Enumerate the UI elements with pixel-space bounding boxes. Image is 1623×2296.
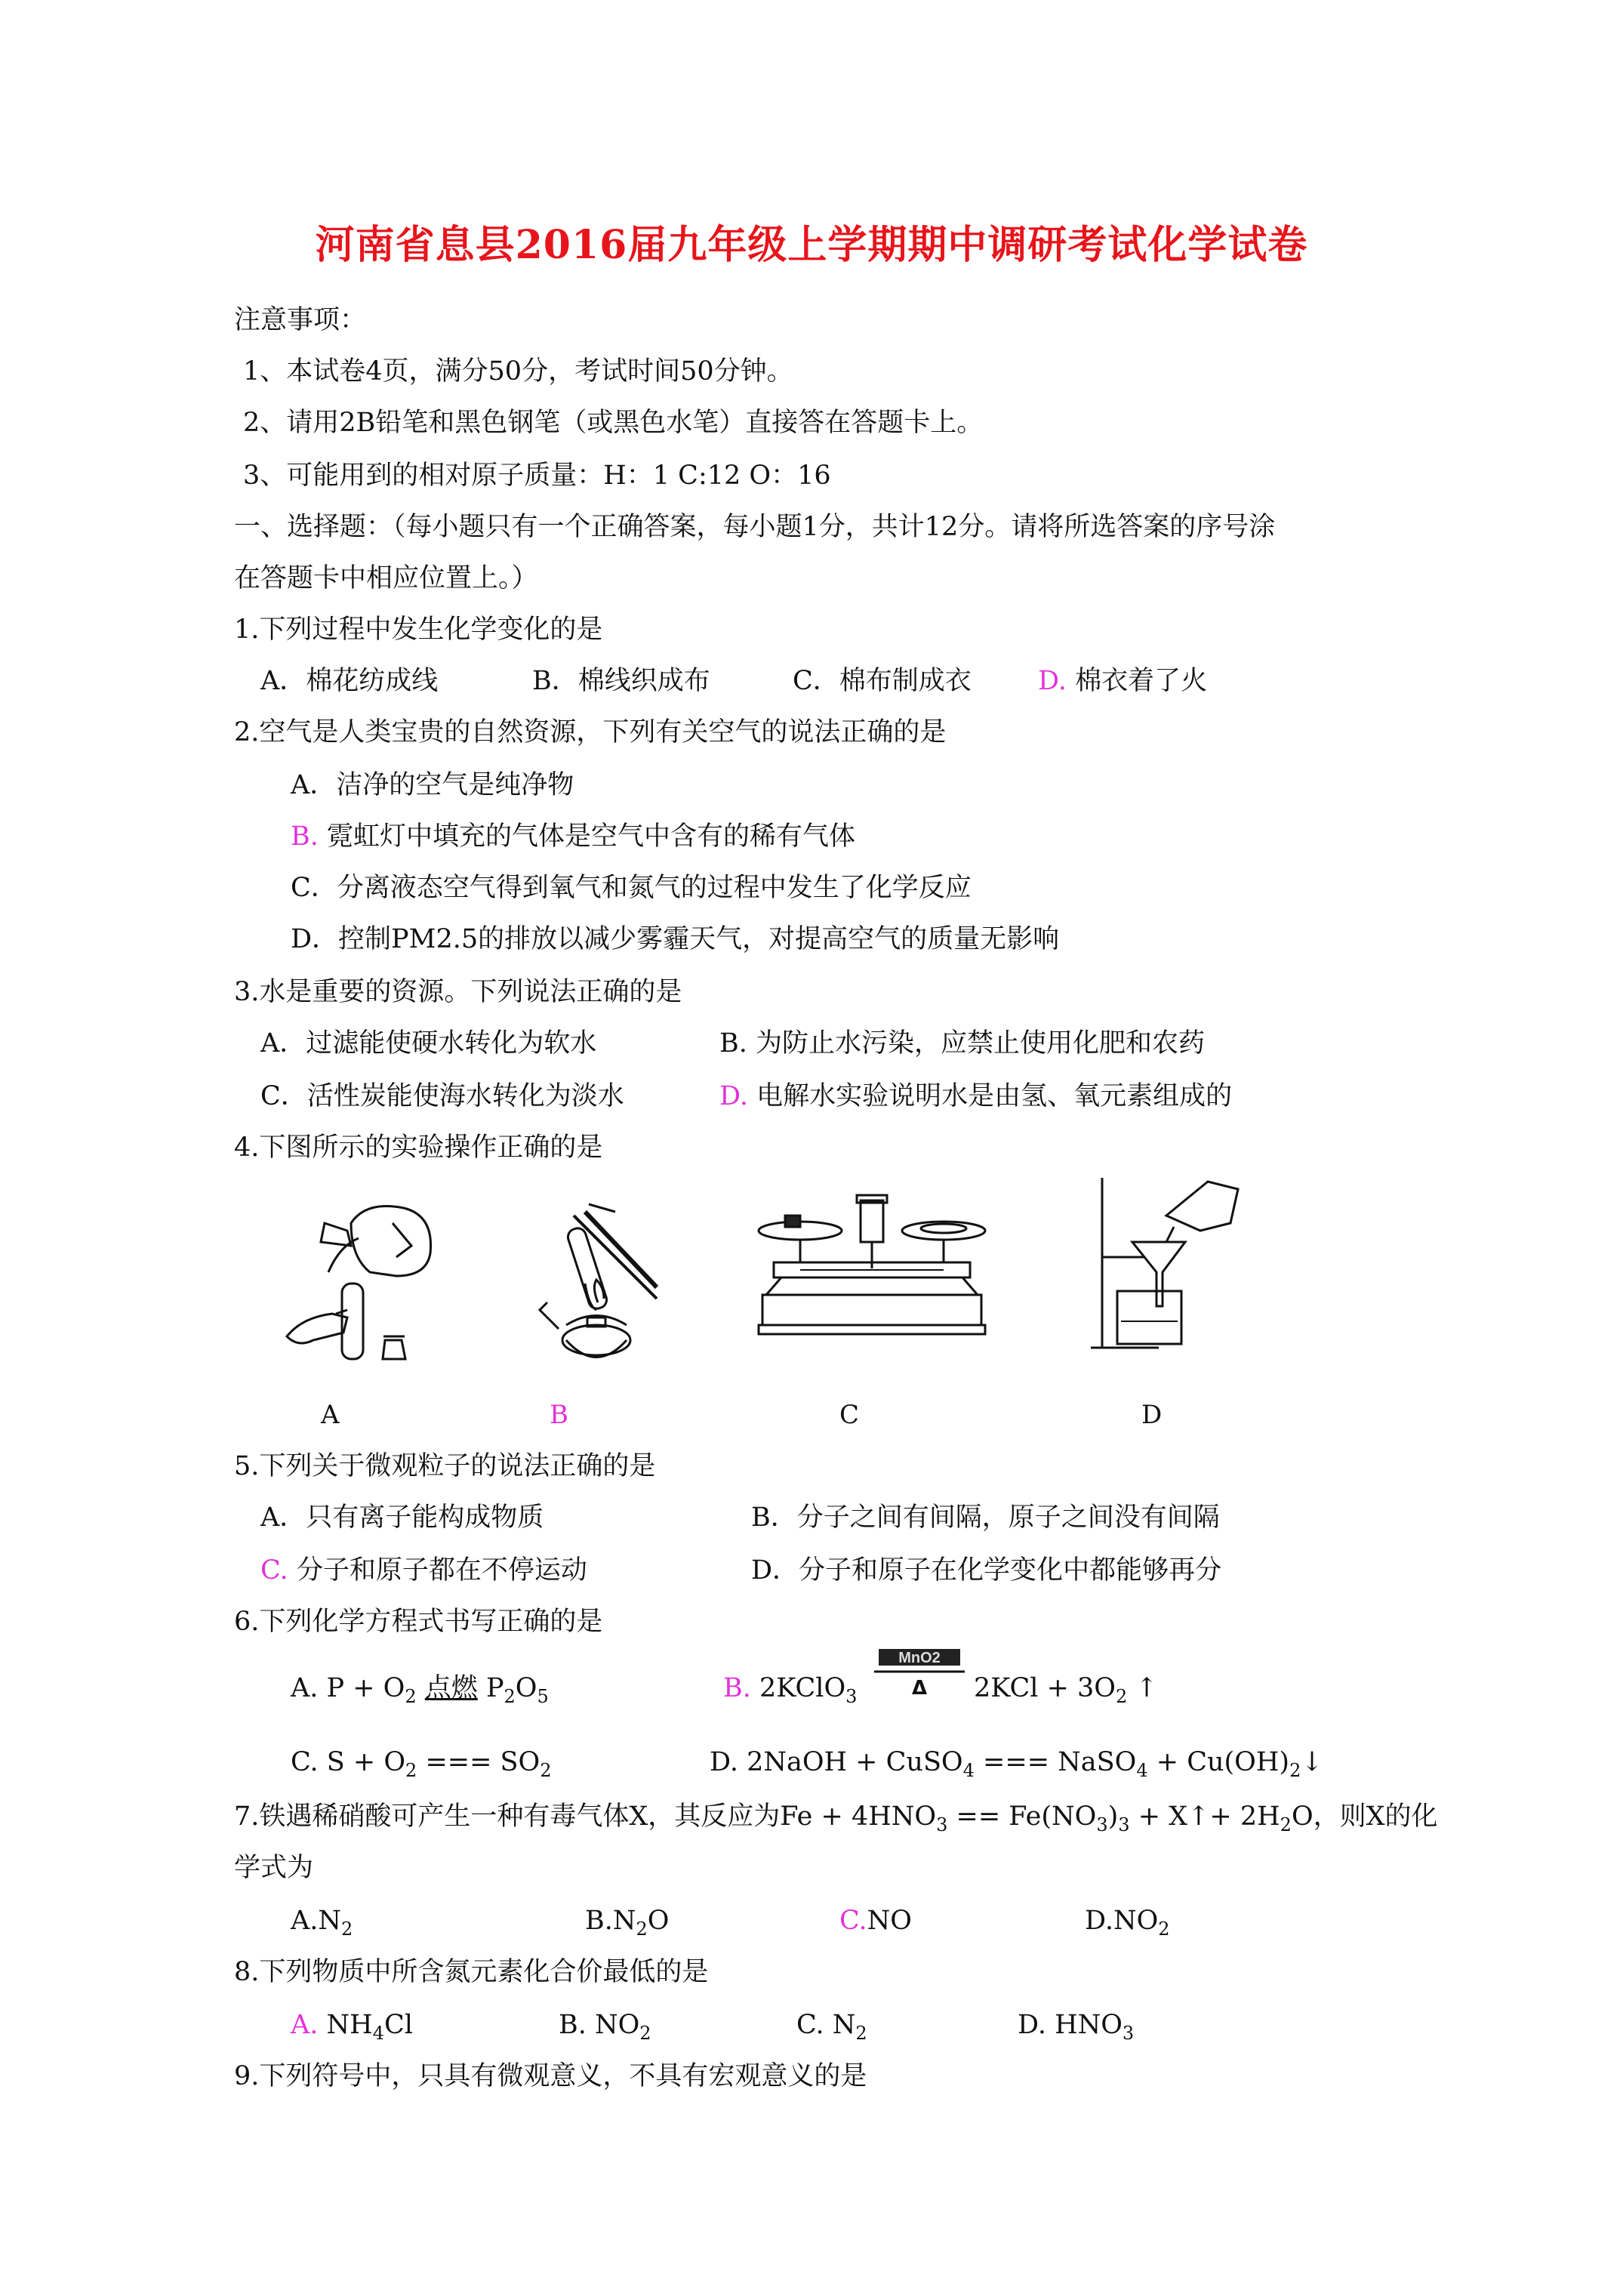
q1-option-b: B．棉线织成布 [532, 666, 710, 696]
eq-sub: 3 [845, 1686, 858, 1707]
eq-text: === SO [425, 1747, 540, 1777]
precipitate-arrow: ↓ [1301, 1747, 1323, 1777]
eq-condition: 点燃 [424, 1673, 478, 1703]
note-item: 2、请用2B铅笔和黑色钢笔（或黑色水笔）直接答在答题卡上。 [243, 408, 984, 438]
q5-option-c [260, 1552, 587, 1589]
q7-option-b [585, 1903, 669, 1939]
eq-sub: 5 [537, 1686, 549, 1707]
figure-label-a: A [321, 1400, 340, 1430]
stem-text: + X↑+ 2H [1138, 1801, 1280, 1832]
q3-option-a: A．过滤能使硬水转化为软水 [260, 1028, 597, 1059]
eq-sub: 3 [1118, 1814, 1130, 1835]
catalyst-label: MnO2 [898, 1650, 941, 1666]
question-7-stem-cont: 学式为 [234, 1853, 314, 1883]
answer-letter: A. [291, 2010, 319, 2040]
question-7-stem [234, 1798, 1438, 1835]
option-text: NH [326, 2010, 373, 2040]
answer-letter: D. [719, 1081, 748, 1111]
q2-option-d: D．控制PM2.5的排放以减少雾霾天气，对提高空气的质量无影响 [291, 924, 1060, 954]
q2-option-a: A．洁净的空气是纯净物 [291, 770, 574, 800]
eq-text: P [485, 1673, 504, 1703]
balance-scale-icon [755, 1189, 989, 1348]
eq-sub: 2 [540, 1760, 552, 1781]
answer-letter: B. [291, 821, 319, 852]
q2-option-b [291, 818, 855, 855]
question-6-stem: 6.下列化学方程式书写正确的是 [234, 1607, 603, 1637]
option-text: B. NO [559, 2010, 640, 2040]
q2-option-c: C．分离液态空气得到氧气和氮气的过程中发生了化学反应 [291, 873, 972, 903]
eq-sub: 4 [1136, 1760, 1148, 1781]
stem-text: == Fe(NO [956, 1801, 1097, 1832]
q8-option-c [796, 2007, 867, 2043]
q6-option-b [723, 1670, 857, 1706]
eq-text: O [515, 1673, 537, 1703]
stem-text: 7.铁遇稀硝酸可产生一种有毒气体X，其反应为Fe + 4HNO [234, 1801, 937, 1832]
option-text: O [647, 1906, 670, 1936]
eq-text: === NaSO [983, 1747, 1137, 1777]
eq-sub: 2 [639, 2023, 651, 2044]
note-item: 1、本试卷4页，满分50分，考试时间50分钟。 [243, 356, 793, 387]
question-1-stem: 1.下列过程中发生化学变化的是 [234, 615, 603, 645]
figure-label-d: D [1141, 1400, 1163, 1430]
option-text: A.N [291, 1906, 342, 1936]
figure-label-c: C [839, 1400, 860, 1430]
q7-option-a [291, 1903, 353, 1939]
eq-sub: 2 [405, 1686, 417, 1707]
q5-option-b: B．分子之间有间隔，原子之间没有间隔 [751, 1502, 1220, 1533]
stem-text: O，则X的化 [1291, 1801, 1438, 1832]
q5-option-d: D．分子和原子在化学变化中都能够再分 [751, 1555, 1222, 1586]
q3-option-c: C．活性炭能使海水转化为淡水 [260, 1081, 624, 1111]
pouring-liquid-icon [279, 1193, 453, 1367]
question-8-stem: 8.下列物质中所含氮元素化合价最低的是 [234, 1957, 709, 1987]
eq-sub: 4 [962, 1760, 975, 1781]
q8-option-b [559, 2007, 651, 2043]
q6-option-d [710, 1744, 1323, 1780]
q6-option-c [291, 1744, 552, 1780]
eq-text: 2KCl + 3O [974, 1673, 1116, 1703]
q7-option-d [1085, 1903, 1170, 1939]
eq-text: C. S + O [291, 1747, 406, 1777]
option-text: D.NO [1085, 1906, 1159, 1936]
eq-sub: 4 [372, 2023, 384, 2044]
heating-test-tube-icon [513, 1197, 687, 1370]
section-heading: 一、选择题：（每小题只有一个正确答案，每小题1分，共计12分。请将所选答案的序号涂 [234, 512, 1276, 542]
heat-symbol: Δ [911, 1677, 928, 1700]
stem-text: ) [1107, 1801, 1119, 1832]
eq-sub: 3 [1122, 2023, 1135, 2044]
eq-text: D. 2NaOH + CuSO [710, 1747, 963, 1777]
q6-option-b-product [974, 1670, 1158, 1706]
option-text: 棉衣着了火 [1075, 666, 1208, 696]
eq-sub: 2 [1116, 1686, 1128, 1707]
eq-sub: 2 [1289, 1760, 1301, 1781]
eq-sub: 2 [405, 1760, 417, 1781]
eq-sub: 2 [1158, 1918, 1170, 1940]
eq-sub: 2 [636, 1918, 648, 1940]
q1-option-d [1038, 663, 1207, 699]
option-text: 分子和原子都在不停运动 [296, 1555, 587, 1586]
option-text: NO [867, 1906, 912, 1936]
q1-option-a: A．棉花纺成线 [260, 666, 439, 696]
q8-option-a [291, 2007, 413, 2043]
q7-option-c [839, 1903, 912, 1939]
notes-heading: 注意事项： [234, 305, 367, 335]
option-text: 霓虹灯中填充的气体是空气中含有的稀有气体 [327, 821, 856, 852]
option-text: C. N [796, 2010, 856, 2040]
answer-letter: D. [1038, 666, 1067, 696]
answer-letter: C. [839, 1906, 867, 1936]
answer-letter: C. [260, 1555, 288, 1586]
gas-arrow: ↑ [1135, 1673, 1158, 1703]
q8-option-d [1018, 2007, 1134, 2043]
question-9-stem: 9.下列符号中，只具有微观意义，不具有宏观意义的是 [234, 2061, 867, 2091]
catalyst-condition [874, 1644, 965, 1703]
eq-text: 2KClO [759, 1673, 846, 1703]
eq-text: + Cu(OH) [1156, 1747, 1290, 1777]
eq-sub: 3 [936, 1814, 948, 1835]
filtration-icon [1087, 1170, 1253, 1359]
eq-sub: 3 [1096, 1814, 1108, 1835]
q5-option-a: A．只有离子能构成物质 [260, 1502, 544, 1533]
eq-sub: 2 [504, 1686, 516, 1707]
answer-letter: B. [723, 1673, 751, 1703]
eq-sub: 2 [1280, 1814, 1292, 1835]
option-text: 电解水实验说明水是由氢、氧元素组成的 [756, 1081, 1233, 1111]
question-4-stem: 4.下图所示的实验操作正确的是 [234, 1133, 603, 1163]
q3-option-b: B. 为防止水污染，应禁止使用化肥和农药 [719, 1028, 1205, 1059]
figure-label-b: B [550, 1400, 568, 1430]
question-5-stem: 5.下列关于微观粒子的说法正确的是 [234, 1451, 656, 1481]
q3-option-d [719, 1078, 1232, 1114]
note-item: 3、可能用到的相对原子质量：H：1 C:12 O：16 [243, 461, 831, 491]
section-heading-cont: 在答题卡中相应位置上。） [234, 563, 538, 593]
eq-sub: 2 [855, 2023, 867, 2044]
q1-option-c: C．棉布制成衣 [793, 666, 972, 696]
question-3-stem: 3.水是重要的资源。下列说法正确的是 [234, 977, 682, 1007]
page-title: 河南省息县2016届九年级上学期期中调研考试化学试卷 [315, 222, 1308, 268]
q6-option-a [291, 1670, 549, 1706]
option-text: B.N [585, 1906, 636, 1936]
eq-text: A. P + O [291, 1673, 405, 1703]
option-text: D. HNO [1018, 2010, 1123, 2040]
option-text: Cl [383, 2010, 413, 2040]
eq-sub: 2 [341, 1918, 353, 1940]
question-2-stem: 2.空气是人类宝贵的自然资源，下列有关空气的说法正确的是 [234, 717, 947, 747]
